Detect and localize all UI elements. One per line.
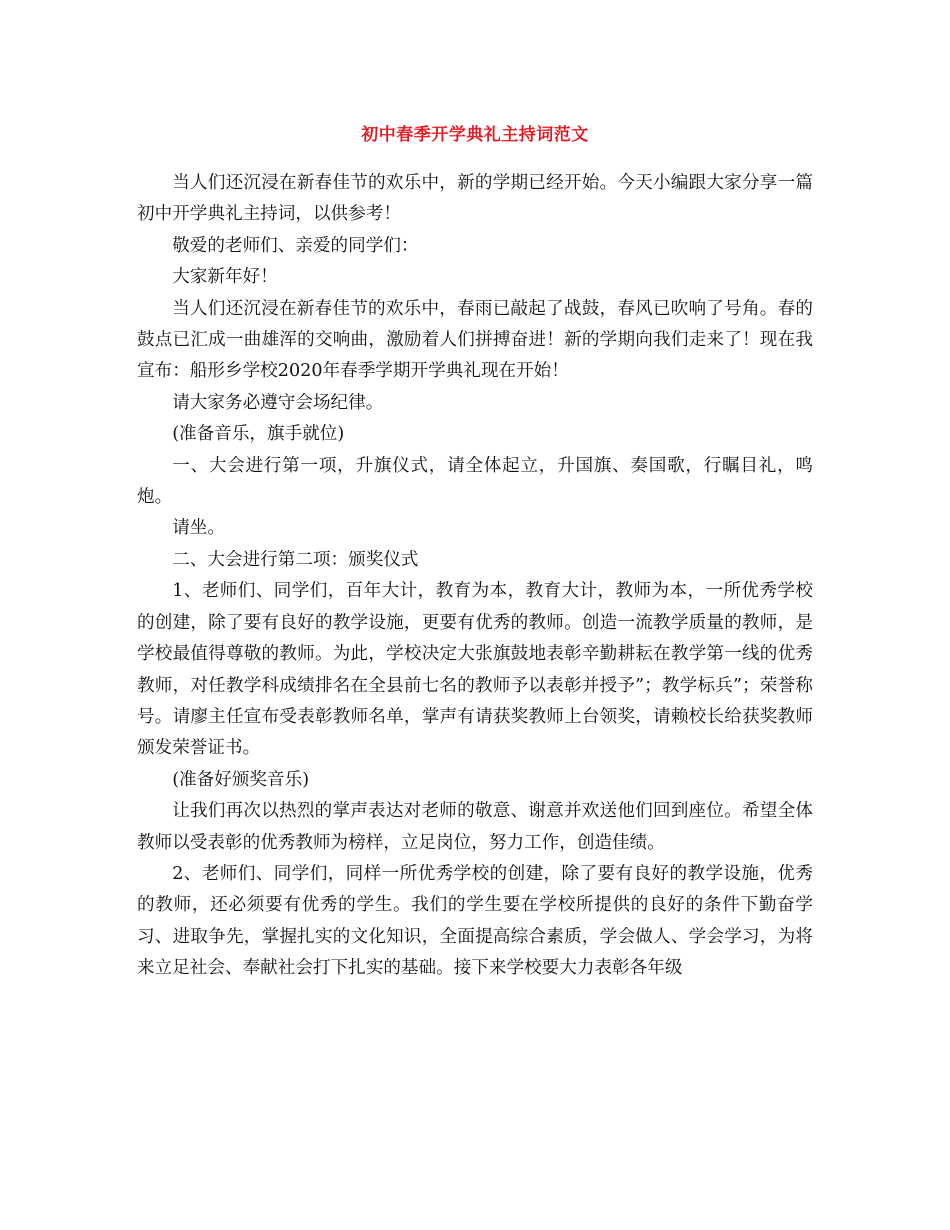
paragraph-greeting: 敬爱的老师们、亲爱的同学们：: [172, 235, 419, 256]
paragraph-discipline: 请大家务必遵守会场纪律。: [172, 392, 384, 413]
paragraph-award-heading: 二、大会进行第二项：颁奖仪式: [172, 549, 419, 570]
paragraph-intro: 当人们还沉浸在新春佳节的欢乐中，新的学期已经开始。今天小编跟大家分享一篇初中开学典礼主持词，以供参考！: [137, 173, 813, 225]
paragraph-new-year: 大家新年好！: [172, 267, 278, 288]
document-body: [137, 168, 813, 985]
paragraph-music-note: (准备音乐，旗手就位): [172, 424, 345, 445]
paragraph-flag-ceremony: 一、大会进行第一项，升旗仪式，请全体起立，升国旗、奏国歌，行瞩目礼，鸣炮。: [137, 455, 813, 508]
paragraph-be-seated: 请坐。: [172, 518, 225, 539]
paragraph-award-music-note: (准备好颁奖音乐): [172, 769, 310, 790]
paragraph-opening: 当人们还沉浸在新春佳节的欢乐中，春雨已敲起了战鼓，春风已吹响了号角。春的鼓点已汇成一曲雄浑的交响曲，激励着人们拼搏奋进！新的学期向我们走来了！现在我宣布：船形乡学校2020年春季学期开学典礼现在开始！: [137, 298, 813, 382]
paragraph-applause: 让我们再次以热烈的掌声表达对老师的敬意、谢意并欢送他们回到座位。希望全体教师以受表彰的优秀教师为榜样，立足岗位，努力工作，创造佳绩。: [137, 801, 813, 853]
document-title: 初中春季开学典礼主持词范文: [361, 125, 589, 145]
paragraph-student-award: 2、老师们、同学们，同样一所优秀学校的创建，除了要有良好的教学设施，优秀的教师，还必须要有优秀的学生。我们的学生要在学校所提供的良好的条件下勤奋学习、进取争先，掌握扎实的文化知识，全面提高综合素质，学会做人、学会学习，为将来立足社会、奉献社会打下扎实的基础。接下来学校要大力表彰各年级: [137, 863, 813, 979]
paragraph-teacher-award: 1、老师们、同学们，百年大计，教育为本，教育大计，教师为本，一所优秀学校的创建，除了要有良好的教学设施，更要有优秀的教师。创造一流教学质量的教师，是学校最值得尊敬的教师。为此，学校决定大张旗鼓地表彰辛勤耕耘在教学第一线的优秀教师，对任教学科成绩排名在全县前七名的教师予以表彰并授予”；教学标兵”；荣誉称号。请廖主任宣布受表彰教师名单，掌声有请获奖教师上台领奖，请赖校长给获奖教师颁发荣誉证书。: [137, 581, 813, 759]
